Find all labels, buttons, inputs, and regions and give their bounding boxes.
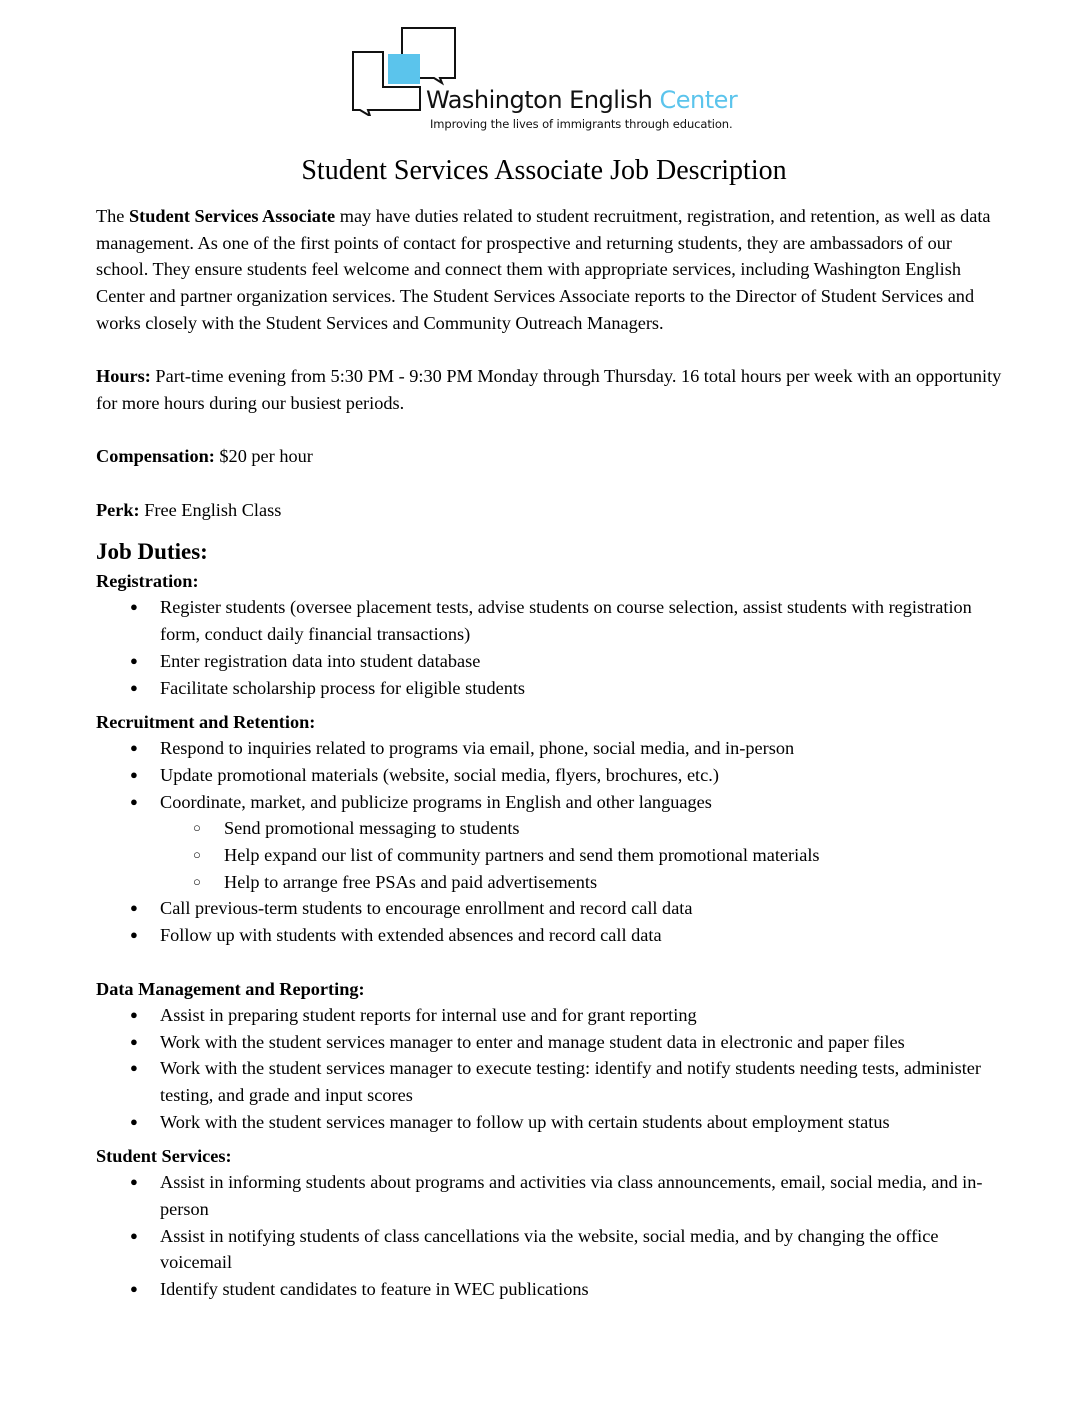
list-item: ● Assist in preparing student reports for internal use and for grant reporting [96,1002,1006,1029]
list-item: ● Facilitate scholarship process for eligible students [96,675,1006,702]
list-item: ● Coordinate, market, and publicize programs in English and other languages [96,789,1006,816]
compensation-value: $20 per hour [214,446,313,467]
perk-value: Free English Class [139,499,282,520]
section-heading-registration: Registration: [96,571,199,592]
recruitment-list [96,735,1006,949]
list-item: ● Call previous-term students to encourage enrollment and record call data [96,895,1006,922]
intro-job-title: Student Services Associate [129,206,336,226]
organization-tagline: Improving the lives of immigrants through education. [430,117,733,131]
list-item: ● Work with the student services manager to execute testing: identify and notify students needing tests, administer testing, and grade and input scores [96,1055,1006,1108]
document-body [96,203,1006,1303]
perk-paragraph [96,497,1006,524]
section-heading-student-services: Student Services: [96,1146,232,1167]
job-duties-heading: Job Duties: [96,539,208,565]
student-services-list [96,1169,1006,1303]
intro-lead: The [96,206,129,226]
data-management-list [96,1002,1006,1136]
organization-name-accent: Center [659,86,738,114]
compensation-label: Compensation: [96,446,215,467]
sub-list-item: ○ Help expand our list of community partners and send them promotional materials [96,842,1006,869]
perk-label: Perk: [96,499,140,520]
section-heading-recruitment: Recruitment and Retention: [96,712,316,733]
list-item: ● Identify student candidates to feature in WEC publications [96,1276,1006,1303]
list-item: ● Respond to inquiries related to programs via email, phone, social media, and in-person [96,735,1006,762]
organization-name-main: Washington English [426,86,660,114]
section-heading-data-management: Data Management and Reporting: [96,978,365,999]
list-item: ● Enter registration data into student database [96,648,1006,675]
page-title: Student Services Associate Job Description [301,155,787,186]
list-item: ● Assist in notifying students of class cancellations via the website, social media, and by changing the office voicemail [96,1223,1006,1276]
list-item: ● Assist in informing students about programs and activities via class announcements, email, social media, and in-person [96,1169,1006,1222]
organization-name [426,86,737,114]
list-item: ● Work with the student services manager to enter and manage student data in electronic and paper files [96,1029,1006,1056]
list-item: ● Register students (oversee placement tests, advise students on course selection, assist students with registration form, conduct daily financial transactions) [96,594,1006,647]
compensation-paragraph [96,443,1006,470]
intro-paragraph [96,203,1006,337]
hours-value: Part-time evening from 5:30 PM - 9:30 PM Monday through Thursday. 16 total hours per week with an opportunity for more hours during our busiest periods. [96,366,1002,413]
sub-list-item: ○ Help to arrange free PSAs and paid advertisements [96,869,1006,896]
list-item: ● Update promotional materials (website, social media, flyers, brochures, etc.) [96,762,1006,789]
organization-logo [350,26,750,136]
hours-paragraph [96,363,1006,416]
registration-list [96,594,1006,701]
list-item: ● Work with the student services manager to follow up with certain students about employment status [96,1109,1006,1136]
sub-list-item: ○ Send promotional messaging to students [96,815,1006,842]
hours-label: Hours: [96,366,151,387]
intro-text: may have duties related to student recruitment, registration, and retention, as well as data management. As one of the first points of contact for prospective and returning students, they are ambassadors of our school. They ensure students feel welcome and connect them with appropriate services, including Washington English Center and partner organization services. The Student Services Associate reports to the Director of Student Services and works closely with the Student Services and Community Outreach Managers. [96,206,991,333]
list-item: ● Follow up with students with extended absences and record call data [96,922,1006,949]
